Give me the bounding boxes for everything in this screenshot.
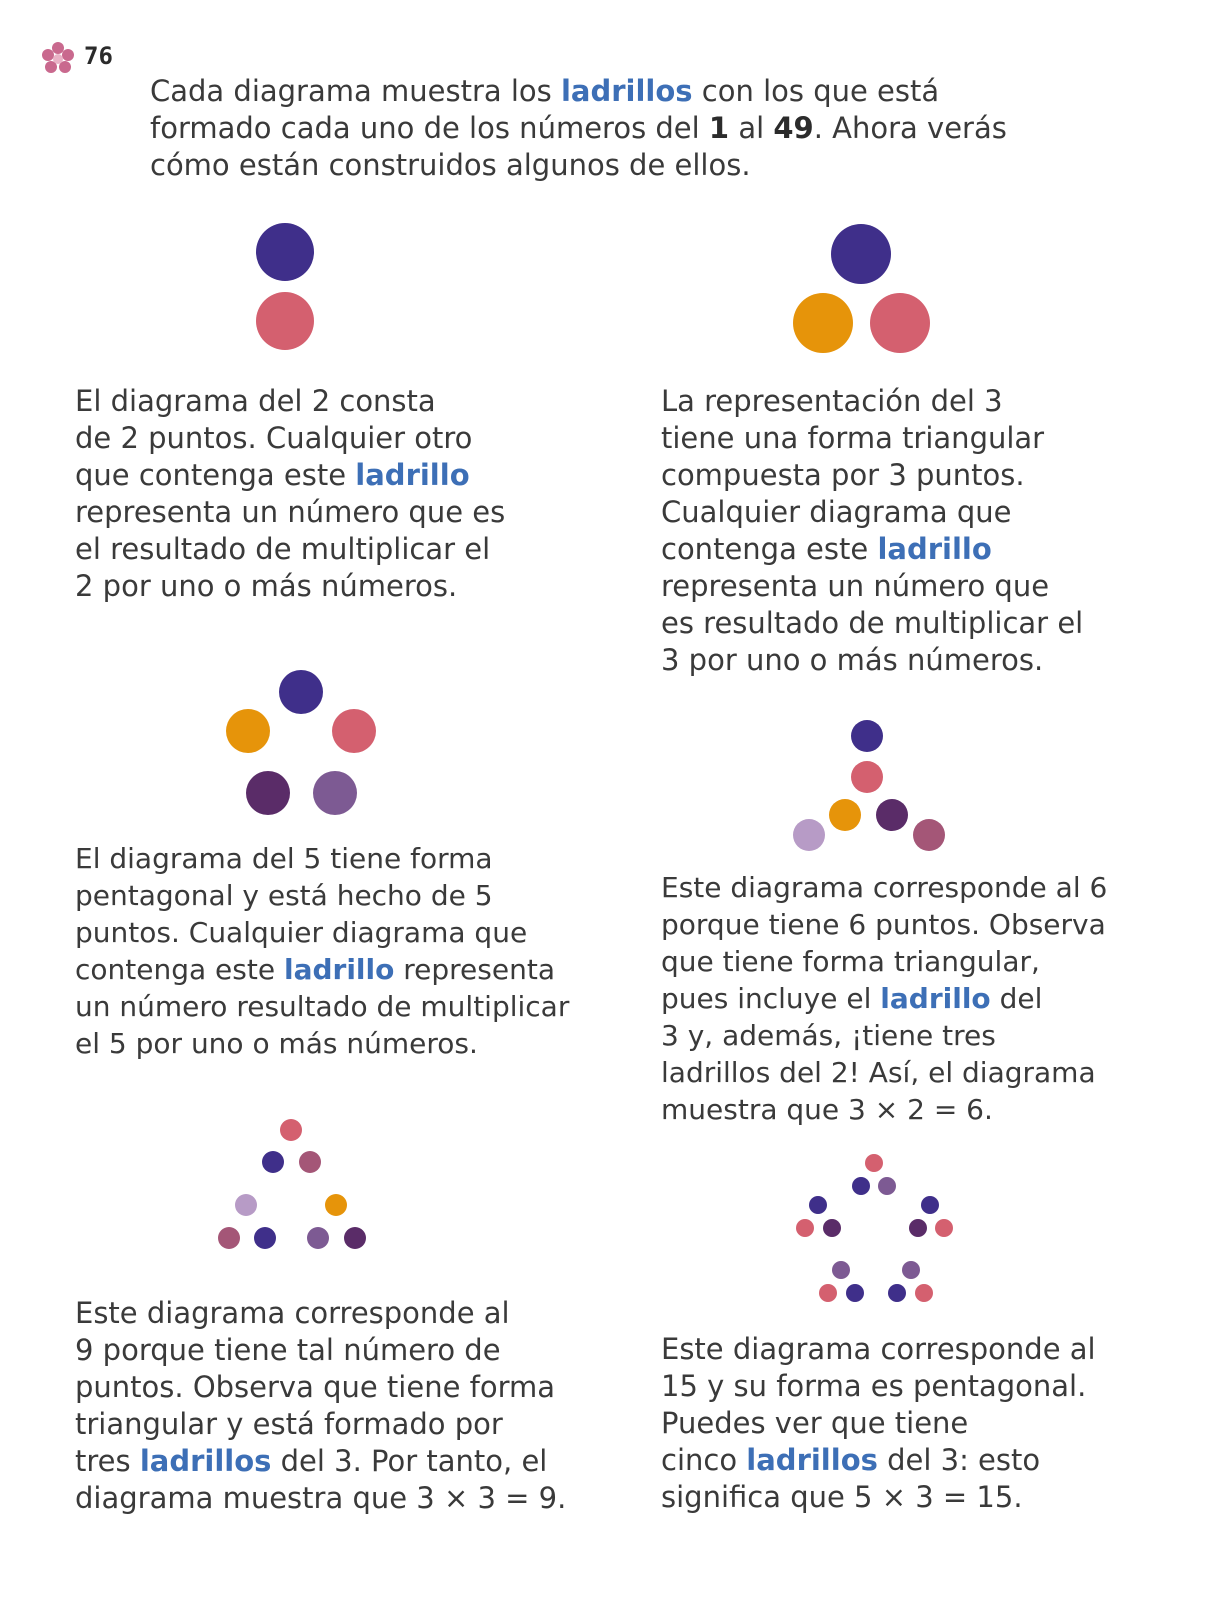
text-line: La representación del 3 — [661, 384, 1003, 418]
text-line: que tiene forma triangular, — [661, 945, 1040, 978]
text-line: Este diagrama corresponde al — [75, 1296, 510, 1330]
text-segment: contenga este — [661, 532, 878, 566]
diagram-5 — [226, 670, 376, 815]
paragraph-diagram-9 — [75, 1295, 566, 1517]
text-line: puntos. Observa que tiene forma — [75, 1370, 556, 1404]
diagram-9 — [218, 1119, 366, 1249]
dot — [235, 1194, 257, 1216]
dot — [870, 293, 930, 353]
intro-number-49: 49 — [773, 111, 814, 145]
dot — [819, 1284, 837, 1302]
dot — [299, 1151, 321, 1173]
text-segment: pues incluye el — [661, 982, 881, 1015]
dot — [913, 819, 945, 851]
text-line: muestra que 3 × 2 = 6. — [661, 1093, 993, 1126]
page-number: 76 — [84, 42, 113, 70]
dot — [935, 1219, 953, 1237]
text-line: porque tiene 6 puntos. Observa — [661, 908, 1106, 941]
text-segment: tres — [75, 1444, 140, 1478]
paragraph-diagram-5 — [75, 840, 569, 1062]
intro-number-1: 1 — [708, 111, 730, 145]
dot — [865, 1154, 883, 1172]
text-line: Este diagrama corresponde al 6 — [661, 871, 1108, 904]
diagram-6 — [793, 720, 945, 851]
text-line — [75, 951, 569, 988]
dot — [832, 1261, 850, 1279]
dot — [344, 1227, 366, 1249]
dot — [809, 1196, 827, 1214]
dot — [226, 709, 270, 753]
dot — [325, 1194, 347, 1216]
text-line — [75, 457, 505, 494]
dot — [218, 1227, 240, 1249]
text-line: un número resultado de multiplicar — [75, 990, 570, 1023]
dot — [888, 1284, 906, 1302]
highlight-ladrillo: ladrillo — [283, 953, 395, 986]
text-line — [75, 1443, 566, 1480]
text-line — [661, 531, 1083, 568]
text-segment: representa — [394, 953, 555, 986]
text-line: Cualquier diagrama que — [661, 495, 1012, 529]
dot — [915, 1284, 933, 1302]
text-line: diagrama muestra que 3 × 3 = 9. — [75, 1481, 567, 1515]
dot — [307, 1227, 329, 1249]
dot — [876, 799, 908, 831]
diagram-15 — [796, 1154, 953, 1302]
paragraph-diagram-2 — [75, 383, 505, 605]
paragraph-diagram-15 — [661, 1331, 1096, 1516]
highlight-ladrillos: ladrillos — [139, 1444, 272, 1478]
dot — [902, 1261, 920, 1279]
text-line: El diagrama del 5 tiene forma — [75, 842, 493, 875]
dot — [793, 293, 853, 353]
dot — [256, 223, 314, 281]
dot — [254, 1227, 276, 1249]
dot — [279, 670, 323, 714]
diagram-2 — [256, 223, 314, 350]
dot — [793, 819, 825, 851]
text-line: representa un número que es — [75, 495, 506, 529]
text-segment: del 3: esto — [877, 1443, 1041, 1477]
highlight-ladrillo: ladrillo — [880, 982, 991, 1015]
text-line: 9 porque tiene tal número de — [75, 1333, 501, 1367]
text-line: 15 y su forma es pentagonal. — [661, 1369, 1087, 1403]
dot — [262, 1151, 284, 1173]
text-line: 2 por uno o más números. — [75, 569, 458, 603]
text-line: puntos. Cualquier diagrama que — [75, 916, 528, 949]
text-line: Este diagrama corresponde al — [661, 1332, 1096, 1366]
text-line: 3 y, además, ¡tiene tres — [661, 1019, 996, 1052]
intro-text-4: . Ahora verás cómo están construidos algunos de ellos. — [150, 111, 1007, 182]
intro-text-1: Cada diagrama muestra los — [150, 74, 561, 108]
text-line: el resultado de multiplicar el — [75, 532, 491, 566]
dot — [921, 1196, 939, 1214]
paragraph-diagram-3 — [661, 383, 1083, 679]
dot — [280, 1119, 302, 1141]
text-line: tiene una forma triangular — [661, 421, 1045, 455]
dot — [823, 1219, 841, 1237]
text-line: el 5 por uno o más números. — [75, 1027, 478, 1060]
dot — [878, 1177, 896, 1195]
intro-text-3: al — [729, 111, 774, 145]
text-segment: cinco — [661, 1443, 747, 1477]
intro-highlight-ladrillos: ladrillos — [560, 74, 693, 108]
text-line: Puedes ver que tiene — [661, 1406, 969, 1440]
text-segment: del — [990, 982, 1043, 1015]
dot — [256, 292, 314, 350]
dot — [909, 1219, 927, 1237]
dot — [851, 761, 883, 793]
dot — [332, 709, 376, 753]
highlight-ladrillo: ladrillo — [355, 458, 470, 492]
text-line: es resultado de multiplicar el — [661, 606, 1084, 640]
text-line: representa un número que — [661, 569, 1050, 603]
dot — [313, 771, 357, 815]
intro-text-2: con los que está formado cada uno de los números del — [150, 74, 940, 145]
text-line: significa que 5 × 3 = 15. — [661, 1480, 1023, 1514]
dot — [846, 1284, 864, 1302]
text-segment: del 3. Por tanto, el — [271, 1444, 548, 1478]
dot — [246, 771, 290, 815]
text-line: 3 por uno o más números. — [661, 643, 1044, 677]
text-line — [661, 980, 1107, 1017]
dot — [851, 720, 883, 752]
text-line: pentagonal y está hecho de 5 — [75, 879, 493, 912]
text-line: de 2 puntos. Cualquier otro — [75, 421, 473, 455]
dot — [829, 799, 861, 831]
text-line — [661, 1442, 1096, 1479]
text-line: triangular y está formado por — [75, 1407, 503, 1441]
dot — [831, 224, 891, 284]
paragraph-diagram-6 — [661, 869, 1107, 1128]
highlight-ladrillo: ladrillo — [877, 532, 992, 566]
text-segment: que contenga este — [75, 458, 356, 492]
text-line: compuesta por 3 puntos. — [661, 458, 1025, 492]
text-line: ladrillos del 2! Así, el diagrama — [661, 1056, 1096, 1089]
highlight-ladrillos: ladrillos — [746, 1443, 878, 1477]
dot — [796, 1219, 814, 1237]
diagram-3 — [793, 224, 930, 353]
text-line: El diagrama del 2 consta — [75, 384, 436, 418]
text-segment: contenga este — [75, 953, 284, 986]
dot — [852, 1177, 870, 1195]
